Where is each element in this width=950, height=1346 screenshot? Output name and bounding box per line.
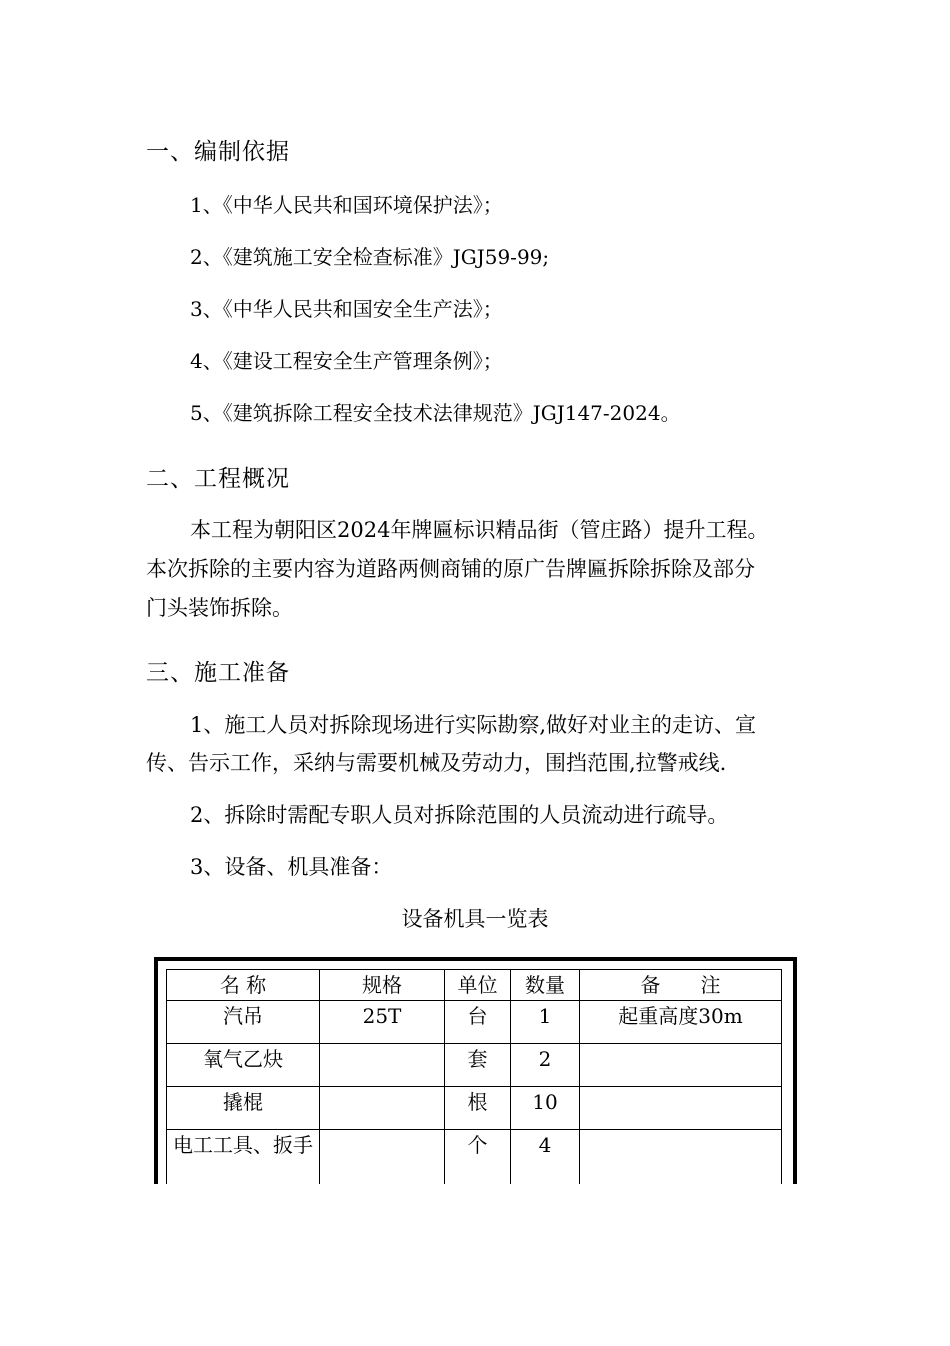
header-spec: 规格 <box>320 970 445 1001</box>
cell-unit: 个 <box>445 1130 511 1185</box>
header-name: 名 称 <box>167 970 320 1001</box>
basis-item-3: 3、《中华人民共和国安全生产法》； <box>190 297 503 321</box>
prep-p3: 3、设备、机具准备： <box>190 855 393 879</box>
cell-spec <box>320 1087 445 1130</box>
header-unit: 单位 <box>445 970 511 1001</box>
cell-name: 汽吊 <box>167 1001 320 1044</box>
cell-remark: 起重高度30m <box>580 1001 782 1044</box>
equipment-table <box>166 969 782 1184</box>
table-row <box>167 1044 782 1087</box>
equipment-table-frame <box>154 957 797 1184</box>
basis-item-2: 2、《建筑施工安全检查标准》JGJ59-99; <box>190 245 550 269</box>
basis-item-1: 1、《中华人民共和国环境保护法》； <box>190 193 503 217</box>
cell-unit: 套 <box>445 1044 511 1087</box>
table-row <box>167 1130 782 1185</box>
section-heading-overview: 二、工程概况 <box>146 466 290 492</box>
basis-item-5: 5、《建筑拆除工程安全技术法律规范》JGJ147-2024。 <box>190 401 681 425</box>
cell-spec: 25T <box>320 1001 445 1044</box>
prep-p2: 2、拆除时需配专职人员对拆除范围的人员流动进行疏导。 <box>190 803 729 827</box>
overview-line-3: 门头装饰拆除。 <box>146 596 293 620</box>
cell-remark <box>580 1130 782 1185</box>
cell-unit: 根 <box>445 1087 511 1130</box>
basis-item-4: 4、《建设工程安全生产管理条例》； <box>190 349 503 373</box>
overview-line-1: 本工程为朝阳区2024年牌匾标识精品街（管庄路）提升工程。 <box>190 518 769 542</box>
cell-name: 电工工具、扳手 <box>167 1130 320 1185</box>
table-caption: 设备机具一览表 <box>401 907 549 931</box>
cell-qty: 1 <box>511 1001 580 1044</box>
header-remark: 备 注 <box>580 970 782 1001</box>
cell-name: 撬棍 <box>167 1087 320 1130</box>
section-heading-basis: 一、编制依据 <box>146 139 290 165</box>
cell-remark <box>580 1044 782 1087</box>
table-header-row <box>167 970 782 1001</box>
prep-p1-line-1: 1、施工人员对拆除现场进行实际勘察,做好对业主的走访、宣 <box>190 713 757 737</box>
section-heading-preparation: 三、施工准备 <box>146 660 290 686</box>
cell-name: 氧气乙炔 <box>167 1044 320 1087</box>
cell-qty: 10 <box>511 1087 580 1130</box>
cell-qty: 4 <box>511 1130 580 1185</box>
cell-unit: 台 <box>445 1001 511 1044</box>
header-qty: 数量 <box>511 970 580 1001</box>
table-row <box>167 1001 782 1044</box>
cell-spec <box>320 1130 445 1185</box>
cell-spec <box>320 1044 445 1087</box>
cell-qty: 2 <box>511 1044 580 1087</box>
overview-line-2: 本次拆除的主要内容为道路两侧商铺的原广告牌匾拆除拆除及部分 <box>146 557 755 581</box>
table-row <box>167 1087 782 1130</box>
prep-p1-line-2: 传、告示工作，采纳与需要机械及劳动力，围挡范围,拉警戒线. <box>146 751 727 775</box>
cell-remark <box>580 1087 782 1130</box>
